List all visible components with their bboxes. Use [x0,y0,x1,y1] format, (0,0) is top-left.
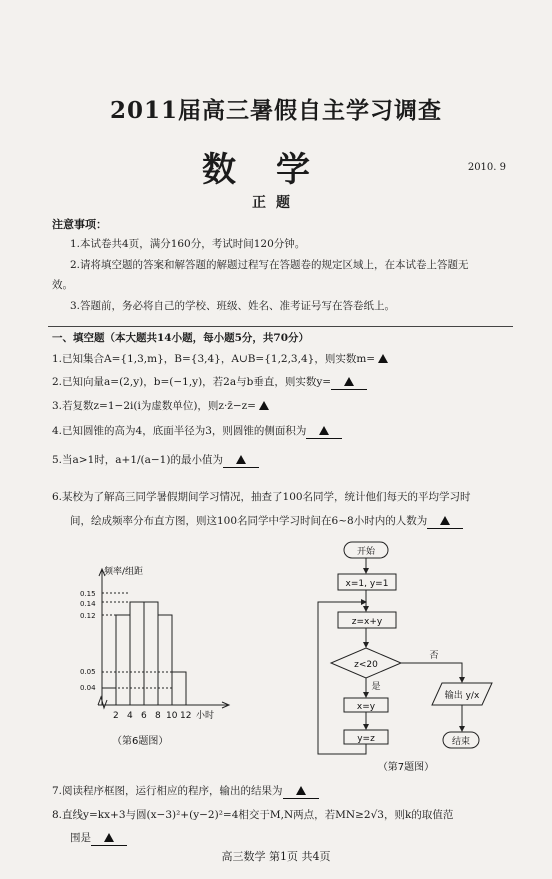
figure-6-caption: （第6题图） [112,736,169,747]
no-branch-label: 否 [429,651,439,661]
figure-7-caption: （第7题图） [377,762,435,773]
x-tick-label: 10 [166,711,178,721]
flowchart-figure [296,536,516,776]
x-axis-label: 小时 [196,711,215,721]
question-5: 5.当a>1时，a+1/(a−1)的最小值为 [52,453,259,468]
yes-branch-label: 是 [371,682,381,692]
notice-item-2-cont: 效。 [52,279,73,291]
histogram-bar-4-6 [130,602,144,705]
assign-z-label: z=x+y [351,617,383,627]
x-tick-label: 6 [141,711,147,721]
answer-blank-icon [319,426,329,435]
x-tick-label: 8 [155,711,161,721]
notice-item-3: 3.答题前，务必将自己的学校、班级、姓名、准考证号写在答卷纸上。 [70,300,396,312]
question-1: 1.已知集合A={1,3,m}，B={3,4}，A∪B={1,2,3,4}，则实数m= [52,352,391,366]
page-footer: 高三数学 第1页 共4页 [221,850,331,863]
question-3: 3.若复数z=1−2i(i为虚数单位)，则z·z̄−z= [52,399,272,413]
x-tick-label: 4 [127,711,133,721]
init-label: x=1, y=1 [345,579,389,589]
question-4: 4.已知圆锥的高为4，底面半径为3，则圆锥的侧面积为 [52,424,342,439]
condition-label: z<20 [354,660,378,670]
histogram-bar-10-12 [172,672,186,705]
output-label: 输出 y/x [444,691,480,701]
y-tick-label: 0.05 [80,668,96,676]
notice-heading: 注意事项： [52,218,107,231]
answer-blank-icon [296,786,306,795]
question-8-line-1: 8.直线y=kx+3与圆(x−3)²+(y−2)²=4相交于M,N两点，若MN≥2√3，则k的取值范 [52,809,454,821]
y-tick-label: 0.15 [80,590,96,598]
section-title: 正题 [252,195,300,211]
y-tick-label: 0.12 [80,612,96,620]
assign-x-label: x=y [356,702,376,712]
notice-item-1: 1.本试卷共4页，满分160分，考试时间120分钟。 [70,238,306,250]
start-label: 开始 [356,547,376,557]
y-tick-label: 0.14 [80,600,96,608]
answer-blank-icon [344,377,354,386]
y-axis-label: 频率/组距 [104,567,144,577]
answer-blank-icon [236,455,246,464]
divider [48,326,513,327]
part-heading: 一、填空题（本大题共14小题，每小题5分，共70分） [52,332,310,344]
question-6-line-2: 间，绘成频率分布直方图，则这100名同学中学习时间在6~8小时内的人数为 [70,514,463,529]
question-2: 2.已知向量a=(2,y)，b=(−1,y)，若2a与b垂直，则实数y= [52,375,367,390]
y-tick-label: 0.04 [80,684,96,692]
histogram-bar-2-4 [116,615,130,705]
answer-blank-icon [378,354,388,363]
question-7: 7.阅读程序框图，运行相应的程序，输出的结果为 [52,784,319,799]
question-6-line-1: 6.某校为了解高三同学暑假期间学习情况，抽查了100名同学，统计他们每天的平均学习时 [52,491,471,503]
x-tick-label: 12 [180,711,192,721]
assign-y-label: y=z [357,734,375,744]
answer-blank-icon [440,516,450,525]
x-tick-label: 2 [113,711,119,721]
answer-blank-icon [104,833,114,842]
exam-title: 2011届高三暑假自主学习调查 [109,97,442,124]
exam-date: 2010. 9 [467,162,506,173]
notice-item-2: 2.请将填空题的答案和解答题的解题过程写在答题卷的规定区域上，在本试卷上答题无 [70,259,469,271]
histogram-bar-0-2 [102,688,116,705]
end-label: 结束 [451,737,471,747]
histogram-bar-6-8 [144,602,158,705]
subject-title: 数学 [202,150,350,190]
question-8-line-2: 围是 [70,831,127,846]
answer-blank-icon [259,401,269,410]
histogram-bar-8-10 [158,615,172,705]
histogram-figure [60,560,250,750]
